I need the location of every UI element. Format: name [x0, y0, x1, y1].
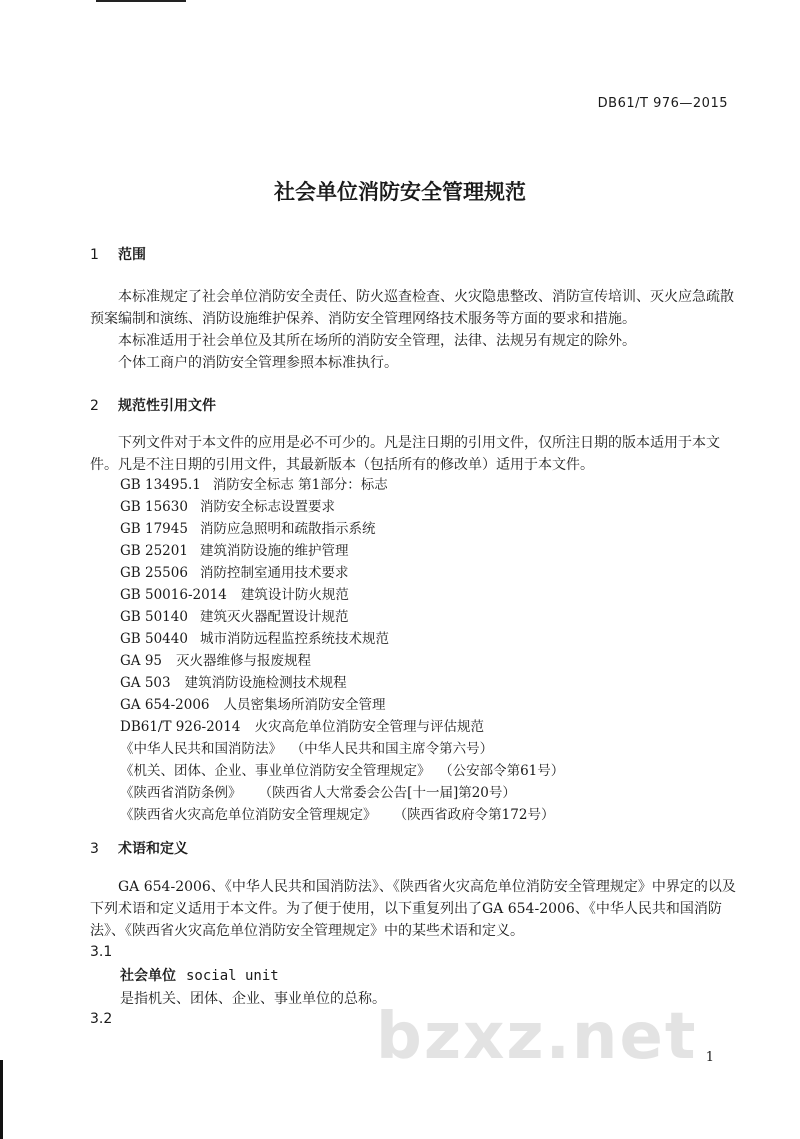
reference-code: DB61/T 926-2014 [120, 719, 241, 735]
reference-title: 消防安全标志 第1部分：标志 [212, 477, 388, 493]
paragraph: GA 654-2006、《中华人民共和国消防法》、《陕西省火灾高危单位消防安全管理规定》中界定的以及下列术语和定义适用于本文件。为了便于使用，以下重复列出了GA 654-2006、《中华人民共和国消防法》、《陕西省火灾高危单位消防安全管理规定》中的某些术语和定义。 [90, 879, 736, 939]
reference-code: GB 17945 [120, 521, 188, 537]
reference-code: GB 15630 [120, 499, 188, 515]
watermark: bzxz.net [376, 1000, 698, 1074]
section-number: 3 [90, 841, 99, 857]
paragraph: 本标准适用于社会单位及其所在场所的消防安全管理，法律、法规另有规定的除外。 [118, 333, 636, 349]
reference-code: GA 503 [120, 675, 171, 691]
paragraph: 下列文件对于本文件的应用是必不可少的。凡是注日期的引用文件，仅所注日期的版本适用于本文件。凡是不注日期的引用文件，其最新版本（包括所有的修改单）适用于本文件。 [90, 435, 720, 473]
section-2-heading [90, 395, 216, 415]
reference-item [120, 606, 564, 628]
section-1-body [90, 286, 745, 374]
term-en: social unit [186, 968, 279, 984]
scan-mark [96, 0, 186, 2]
reference-title: 建筑灭火器配置设计规范 [200, 609, 349, 625]
reference-code: GB 25506 [120, 565, 188, 581]
section-number: 1 [90, 247, 99, 263]
term-zh: 社会单位 [120, 968, 176, 984]
reference-title: 建筑消防设施的维护管理 [200, 543, 349, 559]
page-number: 1 [705, 1050, 714, 1065]
law-item [120, 804, 564, 826]
section-number: 2 [90, 398, 99, 414]
term-number: 3.2 [90, 1011, 113, 1027]
section-title: 范围 [118, 247, 146, 263]
law-item [120, 782, 564, 804]
section-title: 规范性引用文件 [118, 398, 216, 414]
section-title: 术语和定义 [118, 841, 188, 857]
reference-list [120, 474, 564, 826]
reference-item [120, 694, 564, 716]
law-title: 《机关、团体、企业、事业单位消防安全管理规定》 [120, 763, 431, 779]
law-source: （陕西省政府令第172号） [393, 807, 555, 823]
reference-code: GB 25201 [120, 543, 188, 559]
reference-code: GB 50440 [120, 631, 188, 647]
term-number: 3.1 [90, 944, 113, 960]
scan-edge [0, 1060, 3, 1139]
reference-item [120, 562, 564, 584]
reference-title: 人员密集场所消防安全管理 [223, 697, 386, 713]
law-title: 《中华人民共和国消防法》 [120, 741, 282, 757]
reference-item [120, 584, 564, 606]
reference-title: 城市消防远程监控系统技术规范 [200, 631, 389, 647]
reference-title: 建筑设计防火规范 [240, 587, 349, 603]
reference-item [120, 716, 564, 738]
reference-item [120, 650, 564, 672]
term-heading [120, 965, 279, 985]
reference-code: GB 50016-2014 [120, 587, 227, 603]
reference-title: 灭火器维修与报废规程 [176, 653, 312, 669]
reference-title: 消防应急照明和疏散指示系统 [200, 521, 376, 537]
law-title: 《陕西省消防条例》 [120, 785, 242, 801]
reference-title: 消防安全标志设置要求 [200, 499, 335, 515]
law-item [120, 760, 564, 782]
law-source: （中华人民共和国主席令第六号） [290, 741, 494, 757]
paragraph: 本标准规定了社会单位消防安全责任、防火巡查检查、火灾隐患整改、消防宣传培训、灭火应急疏散预案编制和演练、消防设施维护保养、消防安全管理网络技术服务等方面的要求和措施。 [90, 289, 734, 327]
reference-item [120, 496, 564, 518]
reference-item [120, 672, 564, 694]
law-item [120, 738, 564, 760]
reference-title: 建筑消防设施检测技术规程 [184, 675, 347, 691]
reference-item [120, 518, 564, 540]
section-1-heading [90, 244, 146, 264]
document-title: 社会单位消防安全管理规范 [274, 180, 526, 204]
section-3-intro [90, 876, 745, 942]
law-source: （陕西省人大常委会公告[十一届]第20号） [258, 785, 516, 801]
law-title: 《陕西省火灾高危单位消防安全管理规定》 [120, 807, 377, 823]
reference-code: GA 95 [120, 653, 163, 669]
reference-item [120, 628, 564, 650]
standard-code: DB61/T 976—2015 [597, 96, 728, 111]
reference-title: 消防控制室通用技术要求 [200, 565, 349, 581]
paragraph: 个体工商户的消防安全管理参照本标准执行。 [118, 355, 398, 371]
reference-item [120, 540, 564, 562]
reference-code: GA 654-2006 [120, 697, 210, 713]
reference-code: GB 13495.1 [120, 477, 201, 493]
reference-code: GB 50140 [120, 609, 188, 625]
reference-item [120, 474, 564, 496]
reference-title: 火灾高危单位消防安全管理与评估规范 [254, 719, 484, 735]
law-source: （公安部令第61号） [439, 763, 565, 779]
section-3-heading [90, 838, 188, 858]
section-2-intro [90, 432, 745, 476]
term-definition: 是指机关、团体、企业、事业单位的总称。 [120, 991, 386, 1007]
